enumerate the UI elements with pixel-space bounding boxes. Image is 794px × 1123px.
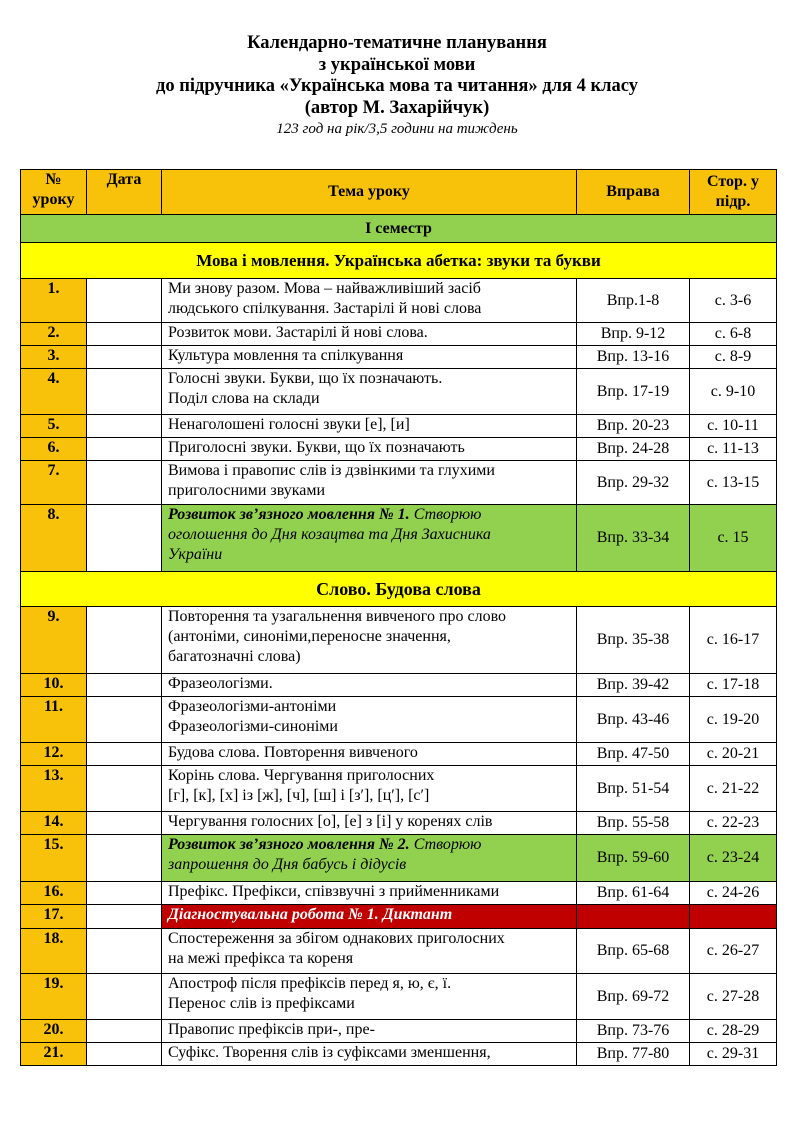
lesson-exercise <box>577 905 690 929</box>
title-line-2: з української мови <box>318 54 476 75</box>
table-row <box>21 697 777 743</box>
lesson-exercise: Впр. 59-60 <box>577 835 690 882</box>
column-header-exercise: Вправа <box>577 170 690 215</box>
lesson-number: 10. <box>21 674 87 697</box>
table-row <box>21 743 777 766</box>
table-row <box>21 882 777 905</box>
lesson-date <box>87 279 162 323</box>
lesson-page: с. 22-23 <box>690 812 777 835</box>
lesson-page: с. 23-24 <box>690 835 777 882</box>
lesson-number: 19. <box>21 974 87 1020</box>
lesson-date <box>87 674 162 697</box>
table-row <box>21 812 777 835</box>
lesson-topic: Фразеологізми. <box>162 674 577 697</box>
lesson-number: 7. <box>21 461 87 505</box>
lesson-page: с. 26-27 <box>690 929 777 974</box>
lesson-page: с. 29-31 <box>690 1043 777 1066</box>
table-row <box>21 835 777 882</box>
lesson-date <box>87 1043 162 1066</box>
lesson-exercise: Впр. 35-38 <box>577 607 690 674</box>
column-header-number: № уроку <box>21 170 87 215</box>
lesson-topic: Вимова і правопис слів із дзвінкими та глухими приголосними звуками <box>162 461 577 505</box>
lesson-exercise: Впр. 9-12 <box>577 323 690 346</box>
lesson-number: 5. <box>21 415 87 438</box>
table-row <box>21 974 777 1020</box>
lesson-number: 12. <box>21 743 87 766</box>
table-row <box>21 1043 777 1066</box>
lesson-exercise: Впр. 69-72 <box>577 974 690 1020</box>
table-header-row <box>21 170 777 215</box>
table-row <box>21 346 777 369</box>
lesson-topic: Розвиток зв’язного мовлення № 2. Створюю запрошення до Дня бабусь і дідусів <box>162 835 577 882</box>
lesson-page: с. 8-9 <box>690 346 777 369</box>
lesson-date <box>87 346 162 369</box>
column-header-page: Стор. у підр. <box>690 170 777 215</box>
section-title: Мова і мовлення. Українська абетка: звуки та букви <box>21 243 777 279</box>
lesson-exercise: Впр. 29-32 <box>577 461 690 505</box>
lesson-date <box>87 697 162 743</box>
lesson-page: с. 24-26 <box>690 882 777 905</box>
lesson-date <box>87 415 162 438</box>
lesson-exercise: Впр. 17-19 <box>577 369 690 415</box>
lesson-date <box>87 812 162 835</box>
lesson-page: с. 13-15 <box>690 461 777 505</box>
table-row <box>21 607 777 674</box>
lesson-exercise: Впр. 77-80 <box>577 1043 690 1066</box>
lesson-exercise: Впр. 33-34 <box>577 505 690 572</box>
lesson-topic: Повторення та узагальнення вивченого про слово (антоніми, синоніми,переносне значення, багатозначні слова) <box>162 607 577 674</box>
title-line-4: (автор М. Захарійчук) <box>304 97 490 118</box>
lesson-topic: Розвиток зв’язного мовлення № 1. Створюю оголошення до Дня козацтва та Дня Захисника України <box>162 505 577 572</box>
lesson-exercise: Впр. 13-16 <box>577 346 690 369</box>
lesson-number: 6. <box>21 438 87 461</box>
lesson-number: 9. <box>21 607 87 674</box>
lesson-topic: Приголосні звуки. Букви, що їх позначають <box>162 438 577 461</box>
table-row <box>21 905 777 929</box>
table-row <box>21 1020 777 1043</box>
lesson-page: с. 21-22 <box>690 766 777 812</box>
lesson-exercise: Впр. 61-64 <box>577 882 690 905</box>
lesson-topic: Фразеологізми-антоніми Фразеологізми-синоніми <box>162 697 577 743</box>
lesson-number: 1. <box>21 279 87 323</box>
table-row <box>21 438 777 461</box>
lesson-topic: Правопис префіксів при-, пре- <box>162 1020 577 1043</box>
lesson-topic: Голосні звуки. Букви, що їх позначають. Поділ слова на склади <box>162 369 577 415</box>
table-row <box>21 369 777 415</box>
lesson-number: 14. <box>21 812 87 835</box>
lesson-page: с. 28-29 <box>690 1020 777 1043</box>
table-row <box>21 929 777 974</box>
lesson-topic: Будова слова. Повторення вивченого <box>162 743 577 766</box>
lesson-date <box>87 835 162 882</box>
lesson-page: с. 16-17 <box>690 607 777 674</box>
lesson-page: с. 10-11 <box>690 415 777 438</box>
lesson-page: с. 6-8 <box>690 323 777 346</box>
section-row <box>21 243 777 279</box>
lesson-exercise: Впр. 65-68 <box>577 929 690 974</box>
lesson-topic: Розвиток мови. Застарілі й нові слова. <box>162 323 577 346</box>
lesson-date <box>87 369 162 415</box>
lesson-number: 18. <box>21 929 87 974</box>
lesson-number: 4. <box>21 369 87 415</box>
lesson-date <box>87 929 162 974</box>
lesson-date <box>87 974 162 1020</box>
lesson-date <box>87 905 162 929</box>
lesson-exercise: Впр. 24-28 <box>577 438 690 461</box>
lesson-page: с. 15 <box>690 505 777 572</box>
lesson-date <box>87 882 162 905</box>
lesson-exercise: Впр. 51-54 <box>577 766 690 812</box>
lesson-number: 3. <box>21 346 87 369</box>
subtitle: 123 год на рік/3,5 години на тиждень <box>276 121 518 137</box>
lesson-topic: Апостроф після префіксів перед я, ю, є, ї. Перенос слів із префіксами <box>162 974 577 1020</box>
lesson-topic: Спостереження за збігом однакових приголосних на межі префікса та кореня <box>162 929 577 974</box>
lesson-page: с. 9-10 <box>690 369 777 415</box>
table-row <box>21 415 777 438</box>
title-line-3: до підручника «Українська мова та читання» для 4 класу <box>155 76 639 96</box>
lesson-number: 2. <box>21 323 87 346</box>
lesson-number: 20. <box>21 1020 87 1043</box>
table-row <box>21 766 777 812</box>
lesson-date <box>87 1020 162 1043</box>
lesson-topic: Ми знову разом. Мова – найважливіший засіб людського спілкування. Застарілі й нові слова <box>162 279 577 323</box>
table-row <box>21 674 777 697</box>
lesson-page: с. 27-28 <box>690 974 777 1020</box>
semester-label: І семестр <box>21 215 777 243</box>
lesson-number: 16. <box>21 882 87 905</box>
lesson-page: с. 20-21 <box>690 743 777 766</box>
lesson-topic: Корінь слова. Чергування приголосних [г], [к], [х] із [ж], [ч], [ш] і [з′], [ц′], [с′] <box>162 766 577 812</box>
table-row <box>21 505 777 572</box>
lesson-date <box>87 438 162 461</box>
table-row <box>21 461 777 505</box>
column-header-topic: Тема уроку <box>162 170 577 215</box>
lesson-number: 15. <box>21 835 87 882</box>
lesson-number: 11. <box>21 697 87 743</box>
lesson-exercise: Впр.1-8 <box>577 279 690 323</box>
lesson-date <box>87 323 162 346</box>
section-title: Слово. Будова слова <box>21 572 777 607</box>
section-row <box>21 572 777 607</box>
lesson-topic: Суфікс. Творення слів із суфіксами зменшення, <box>162 1043 577 1066</box>
lesson-date <box>87 505 162 572</box>
lesson-topic: Ненаголошені голосні звуки [е], [и] <box>162 415 577 438</box>
lesson-date <box>87 743 162 766</box>
lesson-exercise: Впр. 20-23 <box>577 415 690 438</box>
lesson-exercise: Впр. 47-50 <box>577 743 690 766</box>
lesson-number: 13. <box>21 766 87 812</box>
lesson-date <box>87 607 162 674</box>
lesson-number: 17. <box>21 905 87 929</box>
table-row <box>21 323 777 346</box>
lesson-date <box>87 461 162 505</box>
lesson-page: с. 17-18 <box>690 674 777 697</box>
lesson-number: 8. <box>21 505 87 572</box>
lesson-exercise: Впр. 55-58 <box>577 812 690 835</box>
table-row <box>21 279 777 323</box>
lesson-exercise: Впр. 43-46 <box>577 697 690 743</box>
lesson-number: 21. <box>21 1043 87 1066</box>
column-header-date: Дата <box>87 170 162 215</box>
lesson-date <box>87 766 162 812</box>
lesson-topic: Культура мовлення та спілкування <box>162 346 577 369</box>
semester-row <box>21 215 777 243</box>
document-header <box>0 33 794 140</box>
lesson-topic: Діагностувальна робота № 1. Диктант <box>162 905 577 929</box>
lesson-topic: Префікс. Префікси, співзвучні з прийменниками <box>162 882 577 905</box>
lesson-topic: Чергування голосних [о], [е] з [і] у коренях слів <box>162 812 577 835</box>
lesson-page: с. 19-20 <box>690 697 777 743</box>
lesson-exercise: Впр. 73-76 <box>577 1020 690 1043</box>
lesson-exercise: Впр. 39-42 <box>577 674 690 697</box>
lesson-page: с. 3-6 <box>690 279 777 323</box>
lesson-page <box>690 905 777 929</box>
lesson-page: с. 11-13 <box>690 438 777 461</box>
planning-table <box>20 169 777 1066</box>
title-line-1: Календарно-тематичне планування <box>247 33 547 53</box>
